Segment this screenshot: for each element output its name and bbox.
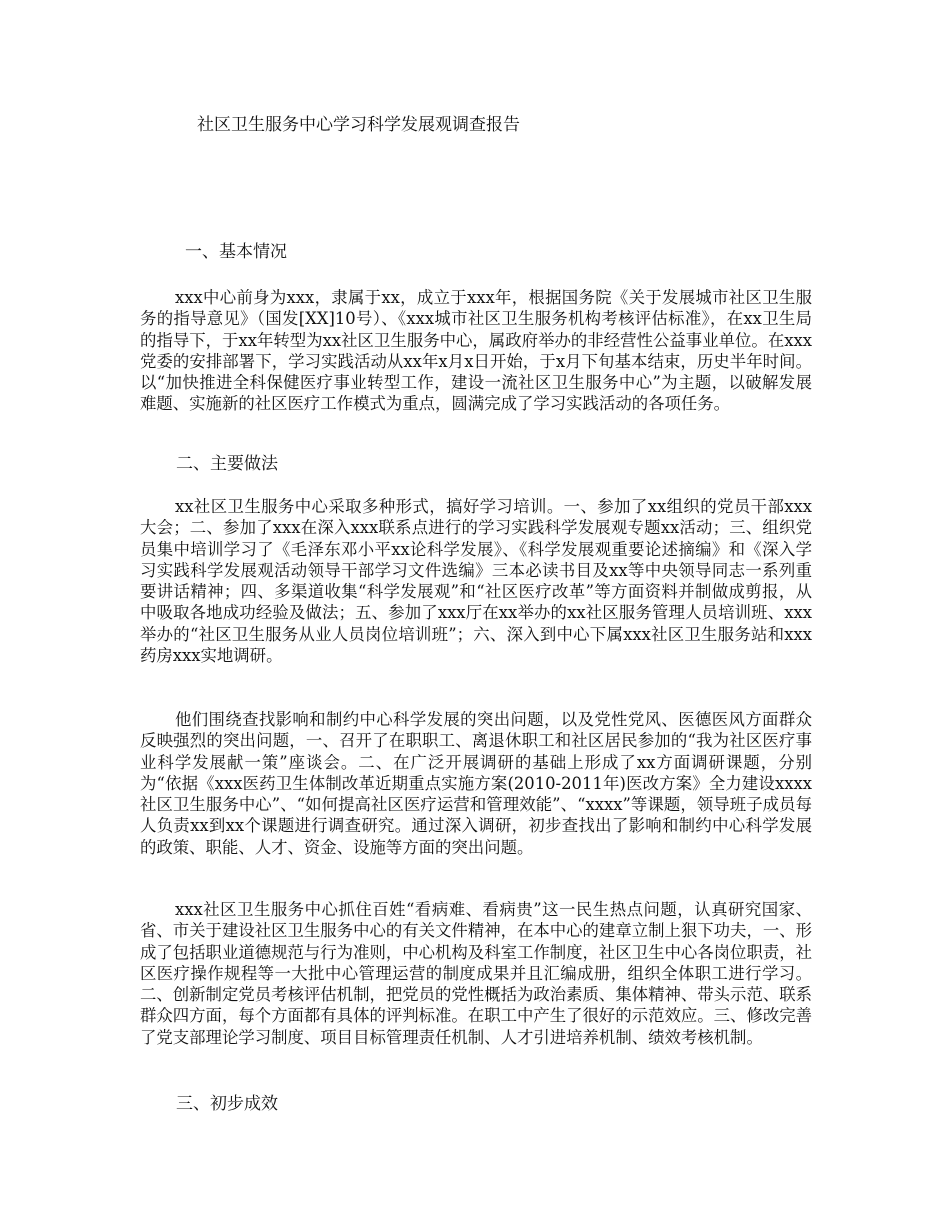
document-title: 社区卫生服务中心学习科学发展观调查报告	[197, 115, 520, 135]
paragraph-learning-training: xx社区卫生服务中心采取多种形式，搞好学习培训。一、参加了xx组织的党员干部xxx大会；二、参加了xxx在深入xxx联系点进行的学习实践科学发展观专题xx活动；三、组织党员集中培训学习了《毛泽东邓小平xx论科学发展》、《科学发展观重要论述摘编》和《深入学习实践科学发展观活动领导干部学习文件选编》三本必读书目及xx等中央领导同志一系列重要讲话精神；四、多渠道收集“科学发展观”和“社区医疗改革”等方面资料并制做成剪报，从中吸取各地成功经验及做法；五、参加了xxx厅在xx举办的xx社区服务管理人员培训班、xxx举办的“社区卫生服务从业人员岗位培训班”；六、深入到中心下属xxx社区卫生服务站和xxx药房xxx实地调研。	[140, 497, 812, 666]
paragraph-research-problems: 他们围绕查找影响和制约中心科学发展的突出问题，以及党性党风、医德医风方面群众反映强烈的突出问题，一、召开了在职职工、离退休职工和社区居民参加的“我为社区医疗事业科学发展献一策”座谈会。二、在广泛开展调研的基础上形成了xx方面调研课题，分别为“依据《xxx医药卫生体制改革近期重点实施方案(2010-2011年)医改方案》全力建设xxxx社区卫生服务中心”、“如何提高社区医疗运营和管理效能”、“xxxx”等课题，领导班子成员每人负责xx到xx个课题进行调查研究。通过深入调研，初步查找出了影响和制约中心科学发展的政策、职能、人才、资金、设施等方面的突出问题。	[140, 710, 812, 857]
paragraph-institution-building: xxx社区卫生服务中心抓住百姓“看病难、看病贵”这一民生热点问题，认真研究国家、省、市关于建设社区卫生服务中心的有关文件精神，在本中心的建章立制上狠下功夫，一、形成了包括职业道德规范与行为准则，中心机构及科室工作制度，社区卫生中心各岗位职责，社区医疗操作规程等一大批中心管理运营的制度成果并且汇编成册，组织全体职工进行学习。二、创新制定党员考核评估机制，把党员的党性概括为政治素质、集体精神、带头示范、联系群众四方面，每个方面都有具体的评判标准。在职工中产生了很好的示范效应。三、修改完善了党支部理论学习制度、项目目标管理责任机制、人才引进培养机制、绩效考核机制。	[140, 900, 813, 1047]
section-heading-main-practices: 二、主要做法	[176, 454, 278, 474]
section-heading-initial-results: 三、初步成效	[176, 1094, 278, 1114]
section-heading-basic-situation: 一、基本情况	[185, 242, 287, 262]
paragraph-basic-situation: xxx中心前身为xxx，隶属于xx，成立于xxx年，根据国务院《关于发展城市社区卫生服务的指导意见》（国发[XX]10号）、《xxx城市社区卫生服务机构考核评估标准》，在xx卫生局的指导下，于xx年转型为xx社区卫生服务中心，属政府举办的非经营性公益事业单位。在xxx党委的安排部署下，学习实践活动从xx年x月x日开始，于x月下旬基本结束，历史半年时间。以“加快推进全科保健医疗事业转型工作，建设一流社区卫生服务中心”为主题，以破解发展难题、实施新的社区医疗工作模式为重点，圆满完成了学习实践活动的各项任务。	[140, 288, 812, 414]
